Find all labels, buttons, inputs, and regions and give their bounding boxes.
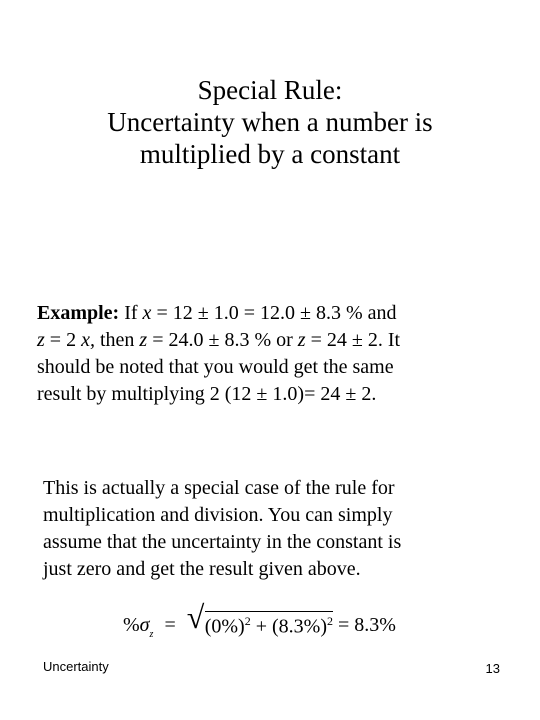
note-line-4: just zero and get the result given above. [43, 558, 361, 580]
formula-plus: + [250, 615, 272, 638]
example-text: = 24 ± 2. It [305, 329, 401, 351]
page-number: 13 [485, 661, 500, 676]
slide-title [40, 74, 500, 170]
formula-result: = 8.3% [332, 613, 396, 636]
example-line-2 [37, 327, 507, 354]
formula-exponent-2: 2 [326, 614, 333, 629]
variable-z: z [37, 329, 45, 351]
formula-term-2: (8.3%) [272, 615, 327, 638]
footer-title: Uncertainty [43, 659, 109, 674]
example-paragraph [37, 300, 507, 408]
uncertainty-formula [123, 600, 396, 650]
example-line-1 [37, 300, 507, 327]
variable-x: x [142, 302, 152, 324]
note-line-3: assume that the uncertainty in the constant is [43, 531, 402, 553]
example-text: = 24.0 ± 8.3 % or [147, 329, 298, 351]
example-label: Example: [37, 302, 120, 324]
variable-x: x, [81, 329, 95, 351]
title-line-2: Uncertainty when a number is [107, 107, 433, 137]
note-line-1: This is actually a special case of the rule for [43, 477, 395, 499]
example-line-4: result by multiplying 2 (12 ± 1.0)= 24 ± 2. [37, 383, 377, 405]
example-line-3: should be noted that you would get the same [37, 356, 394, 378]
formula-subscript: z [149, 628, 154, 640]
variable-z: z [297, 329, 306, 351]
title-line-1: Special Rule: [197, 75, 343, 105]
example-text: = 2 [44, 329, 82, 351]
square-root [186, 599, 333, 639]
formula-sigma: σ [139, 613, 150, 636]
example-text: = 12 ± 1.0 = 12.0 ± 8.3 % and [151, 302, 397, 324]
note-line-2: multiplication and division. You can simply [43, 504, 393, 526]
variable-z: z [139, 329, 148, 351]
sqrt-sign-icon: √ [186, 599, 205, 636]
formula-equals: = [159, 613, 181, 636]
example-text: If [119, 302, 143, 324]
radicand [205, 611, 333, 639]
formula-exponent-1: 2 [244, 614, 251, 629]
title-line-3: multiplied by a constant [139, 139, 401, 169]
formula-percent: % [123, 613, 140, 636]
example-text: then [94, 329, 140, 351]
formula-term-1: (0%) [204, 615, 245, 638]
note-paragraph [43, 475, 513, 583]
